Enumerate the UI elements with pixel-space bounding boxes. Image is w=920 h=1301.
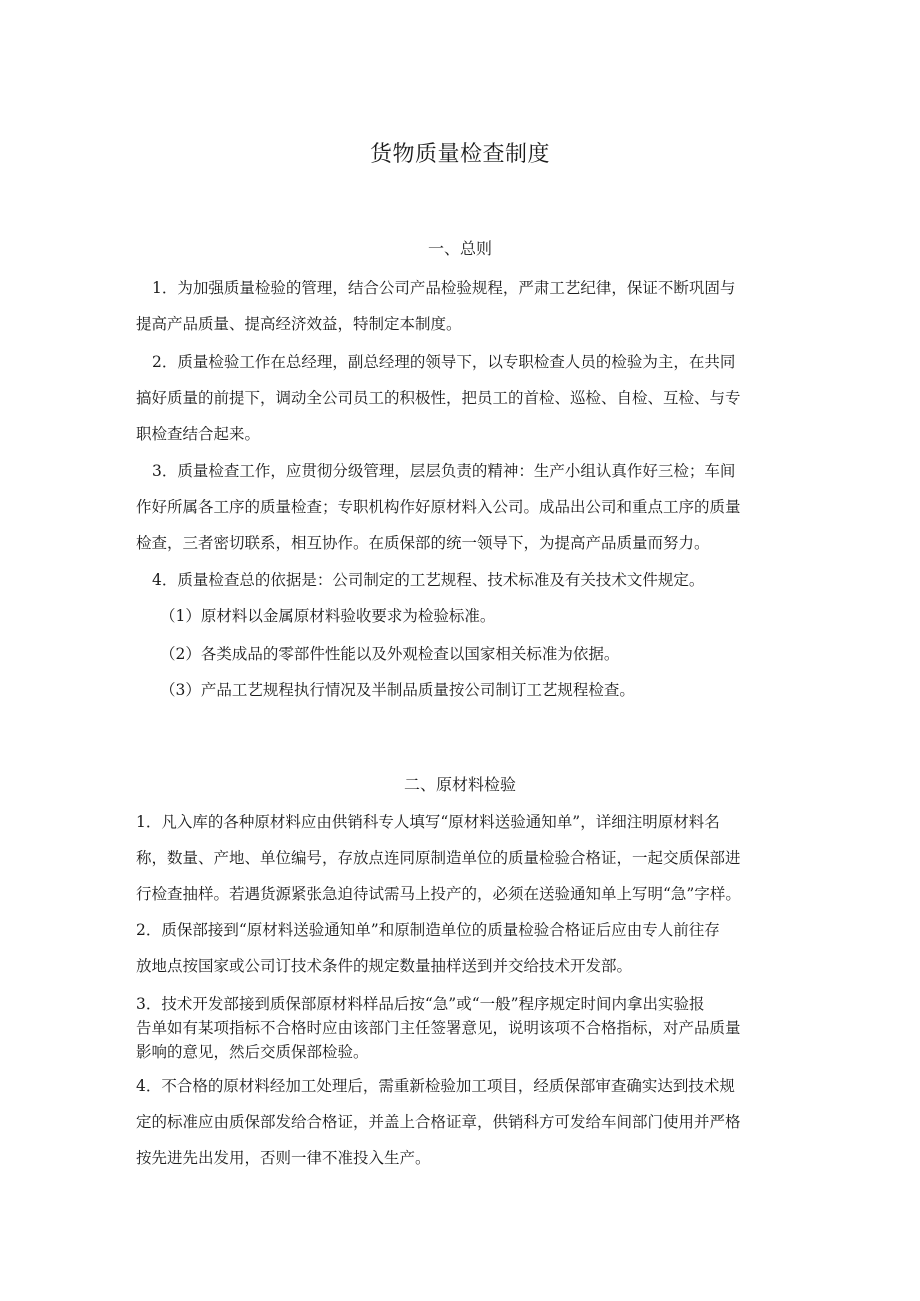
- document-title: 货物质量检查制度: [369, 142, 550, 167]
- paragraph-line: 1．凡入库的各种原材料应由供销科专人填写“原材料送验通知单”，详细注明原材料名: [136, 813, 720, 831]
- paragraph-line: 放地点按国家或公司订技术条件的规定数量抽样送到并交给技术开发部。: [136, 957, 633, 975]
- section-2-item-4: [136, 1068, 796, 1176]
- paragraph-line: 告单如有某项指标不合格时应由该部门主任签署意见，说明该项不合格指标，对产品质量: [136, 1019, 741, 1037]
- section-2-item-2: [136, 912, 796, 984]
- paragraph-line: 职检查结合起来。: [136, 425, 261, 443]
- section-1-item-4: [152, 562, 802, 598]
- paragraph-line: 作好所属各工序的质量检查；专职机构作好原材料入公司。成品出公司和重点工序的质量: [136, 498, 741, 516]
- section-2-item-1: [136, 804, 796, 912]
- paragraph-line: 2．质保部接到“原材料送验通知单”和原制造单位的质量检验合格证后应由专人前往存: [136, 921, 720, 939]
- section-1-subitem-2: [160, 636, 800, 672]
- paragraph-line: 影响的意见，然后交质保部检验。: [136, 1043, 369, 1061]
- paragraph-line: 1．为加强质量检验的管理，结合公司产品检验规程，严肃工艺纪律，保证不断巩固与: [152, 279, 736, 297]
- paragraph-line: 3．质量检查工作，应贯彻分级管理，层层负责的精神：生产小组认真作好三检；车间: [152, 462, 736, 480]
- paragraph-line: 4．质量检查总的依据是：公司制定的工艺规程、技术标准及有关技术文件规定。: [152, 571, 705, 589]
- paragraph-line: 行检查抽样。若遇货源紧张急迫待试需马上投产的，必须在送验通知单上写明“急”字样。: [136, 885, 741, 903]
- paragraph-line: （1）原材料以金属原材料验收要求为检验标准。: [160, 607, 496, 625]
- paragraph-line: 3．技术开发部接到质保部原材料样品后按“急”或“一般”程序规定时间内拿出实验报: [136, 995, 705, 1013]
- paragraph-line: 称，数量、产地、单位编号，存放点连同原制造单位的质量检验合格证，一起交质保部进: [136, 849, 741, 867]
- paragraph-line: （2）各类成品的零部件性能以及外观检查以国家相关标准为依据。: [160, 645, 620, 663]
- paragraph-line: 按先进先出发用，否则一律不准投入生产。: [136, 1149, 431, 1167]
- section-1-subitem-3: [160, 672, 800, 708]
- section-1-subitem-1: [160, 598, 800, 634]
- paragraph-line: 搞好质量的前提下，调动全公司员工的积极性，把员工的首检、巡检、自检、互检、与专: [136, 389, 741, 407]
- section-1-item-3: [136, 453, 796, 561]
- paragraph-line: 检查，三者密切联系，相互协作。在质保部的统一领导下，为提高产品质量而努力。: [136, 534, 710, 552]
- section-heading-general: 一、总则: [427, 239, 492, 258]
- section-1-item-1: [136, 270, 796, 342]
- section-1-item-2: [136, 344, 796, 452]
- paragraph-line: 提高产品质量、提高经济效益，特制定本制度。: [136, 315, 462, 333]
- paragraph-line: 定的标准应由质保部发给合格证，并盖上合格证章，供销科方可发给车间部门使用并严格: [136, 1113, 741, 1131]
- section-heading-raw-materials: 二、原材料检验: [403, 775, 516, 794]
- paragraph-line: （3）产品工艺规程执行情况及半制品质量按公司制订工艺规程检查。: [160, 681, 635, 699]
- section-2-item-3: [136, 992, 796, 1064]
- paragraph-line: 2．质量检验工作在总经理，副总经理的领导下，以专职检查人员的检验为主，在共同: [152, 353, 736, 371]
- paragraph-line: 4．不合格的原材料经加工处理后，需重新检验加工项目，经质保部审查确实达到技术规: [136, 1077, 735, 1095]
